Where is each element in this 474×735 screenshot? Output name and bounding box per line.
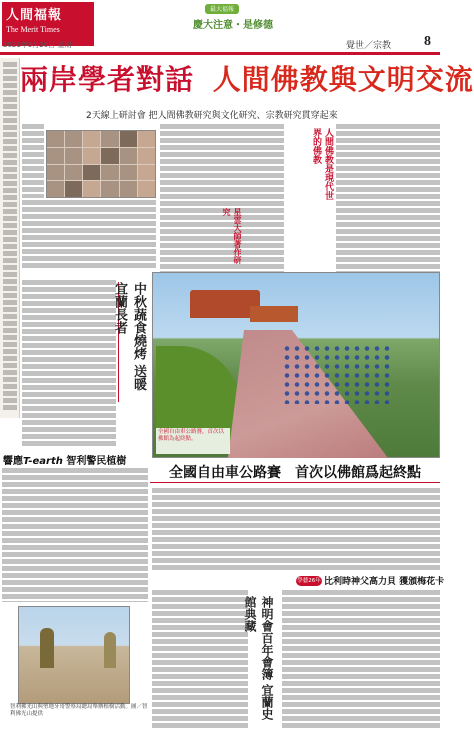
logo-chinese: 人間福報	[6, 8, 63, 23]
main-subhead: 2天線上研討會 把人間佛教研究與文化研究、宗教研究貫穿起來	[86, 111, 338, 121]
main-article-text-right	[336, 124, 440, 272]
earth-story-headline	[3, 452, 149, 467]
mid-story-headline: 中秋蔬食燒烤 送暖宜蘭長者	[118, 282, 148, 402]
page-number: 8	[424, 34, 431, 49]
mid-story-text	[22, 280, 116, 448]
person-figure	[104, 632, 116, 668]
plum-story-badge: 學藝26年	[297, 578, 321, 584]
cycling-headline: 全國自由車公路賽 首次以佛館爲起終點	[169, 465, 421, 481]
left-strip-text	[3, 62, 17, 412]
earth-headline-italic: T-earth	[23, 456, 63, 467]
temple-gate	[250, 306, 298, 322]
section-label: 覺世／宗教	[346, 41, 392, 51]
person-figure	[40, 628, 54, 668]
headline-left: 兩岸學者對話	[20, 63, 195, 96]
shen-story-headline: 神明會百年會簿 宜蘭史館典藏	[243, 596, 274, 721]
cycling-rule	[150, 482, 440, 483]
earth-headline-prefix: 響應	[3, 456, 23, 467]
earth-article-text	[2, 468, 148, 602]
left-col-text	[22, 124, 44, 198]
video-conference-photo	[46, 130, 156, 198]
masthead-slogan: 慶大注意・是修德	[193, 20, 273, 31]
plum-article-text	[282, 590, 440, 730]
issue-date: 2021年9月20日 星期一	[3, 41, 79, 49]
cycling-article-text	[152, 488, 440, 570]
main-headline	[20, 58, 474, 106]
logo-english: The Merit Times	[6, 25, 60, 34]
masthead-rule	[0, 52, 440, 55]
slogan-tag: 最大福報	[205, 4, 239, 14]
tree-photo-caption: 智利佛光山與聖地牙哥警察局總局舉辦植樹活動。圖／智利佛光山提供	[10, 704, 148, 717]
pull-quote: 人間佛教是現代世界的佛教	[311, 128, 333, 200]
headline-right: 人間佛教與文明交流	[212, 63, 474, 96]
pull-quote-secondary: 星雲大師著作研究	[222, 208, 243, 264]
plum-story-headline: 比利時神父高力貝 獲頒梅花卡	[324, 577, 445, 587]
main-article-text-left	[22, 200, 156, 270]
cyclists-group	[282, 344, 392, 404]
shen-article-text	[152, 590, 248, 730]
photo-caption: 全國自由車公路賽，首次以佛館為起終點。	[156, 428, 230, 454]
earth-headline-suffix: 智利警民植樹	[66, 456, 127, 467]
